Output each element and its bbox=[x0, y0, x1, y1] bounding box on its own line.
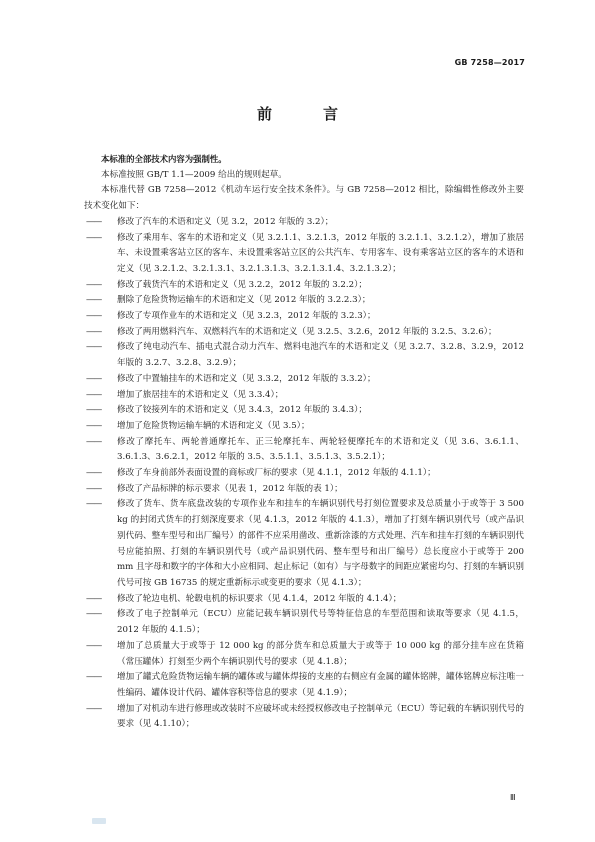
list-item bbox=[84, 482, 524, 498]
list-dash: —— bbox=[86, 468, 102, 479]
list-dash: —— bbox=[86, 342, 102, 353]
list-item bbox=[84, 466, 524, 482]
list-dash: —— bbox=[86, 232, 102, 243]
list-item-text: 修改了载货汽车的术语和定义（见 3.2.2，2012 年版的 3.2.2）； bbox=[117, 279, 367, 290]
list-dash: —— bbox=[86, 593, 102, 604]
list-dash: —— bbox=[86, 216, 102, 227]
list-dash: —— bbox=[86, 483, 102, 494]
list-item bbox=[84, 340, 524, 371]
list-dash: —— bbox=[86, 405, 102, 416]
list-dash: —— bbox=[86, 326, 102, 337]
list-item-text: 修改了铰接列车的术语和定义（见 3.4.3，2012 年版的 3.4.3）； bbox=[117, 405, 367, 416]
list-item-text: 修改了货车、货车底盘改装的专项作业车和挂车的车辆识别代号打刻位置要求及总质量小于或等于 3 500 kg 的封闭式货车的打刻深度要求（见 4.1.3，2012 年版的 4.1.3），增加了打刻车辆识别代号（或产品识别代码、整车型号和出厂编号）的部件不应采用凿改、重新涂漆的方式处理、汽车和挂车打刻的车辆识别代号应能拍照、打刻的车辆识别代号（或产品识别代码、整车型号和出厂编号）总长度应小于或等于 200 mm 且字母和数字的字体和大小应相同、起止标记（如有）与字母数字的间距应紧密均匀、打刻的车辆识别代号可按 GB 16735 的规定重新标示或变更的要求（见 4.1.3）； bbox=[117, 499, 524, 588]
list-item-text: 增加了旅居挂车的术语和定义（见 3.3.4）； bbox=[117, 389, 284, 400]
list-item bbox=[84, 639, 524, 670]
list-item bbox=[84, 419, 524, 435]
list-item bbox=[84, 309, 524, 325]
list-dash: —— bbox=[86, 436, 102, 447]
list-dash: —— bbox=[86, 420, 102, 431]
list-item-text: 修改了两用燃料汽车、双燃料汽车的术语和定义（见 3.2.5、3.2.6，2012 年版的 3.2.5、3.2.6）； bbox=[117, 326, 497, 337]
list-item-text: 修改了电子控制单元（ECU）应能记载车辆识别代号等特征信息的车型范围和读取等要求（见 4.1.5，2012 年版的 4.1.5）； bbox=[117, 609, 524, 636]
list-item bbox=[84, 435, 524, 466]
list-dash: —— bbox=[86, 389, 102, 400]
replacement-paragraph: 本标准代替 GB 7258—2012《机动车运行安全技术条件》。与 GB 7258—2012 相比，除编辑性修改外主要技术变化如下： bbox=[84, 185, 524, 212]
drafting-rule-paragraph: 本标准按照 GB/T 1.1—2009 给出的规则起草。 bbox=[101, 169, 287, 180]
page-title: 前 言 bbox=[256, 105, 356, 123]
list-item bbox=[84, 215, 524, 231]
page-number: Ⅲ bbox=[510, 793, 516, 802]
list-item bbox=[84, 372, 524, 388]
standard-number: GB 7258—2017 bbox=[454, 58, 525, 67]
mandatory-statement: 本标准的全部技术内容为强制性。 bbox=[101, 154, 227, 164]
list-dash: —— bbox=[86, 672, 102, 683]
list-dash: —— bbox=[86, 640, 102, 651]
list-item-text: 修改了专项作业车的术语和定义（见 3.2.3，2012 年版的 3.2.3）； bbox=[117, 311, 376, 322]
list-dash: —— bbox=[86, 609, 102, 620]
list-item bbox=[84, 702, 524, 733]
list-item bbox=[84, 231, 524, 278]
list-dash: —— bbox=[86, 279, 102, 290]
list-item bbox=[84, 403, 524, 419]
list-item-text: 修改了产品标牌的标示要求（见表 1，2012 年版的表 1）； bbox=[117, 483, 343, 494]
list-dash: —— bbox=[86, 295, 102, 306]
list-item bbox=[84, 388, 524, 404]
list-dash: —— bbox=[86, 373, 102, 384]
list-dash: —— bbox=[86, 703, 102, 714]
list-item bbox=[84, 278, 524, 294]
list-item bbox=[84, 325, 524, 341]
list-item-text: 增加了危险货物运输车辆的术语和定义（见 3.5）； bbox=[117, 420, 310, 431]
list-item bbox=[84, 607, 524, 638]
list-item-text: 增加了对机动车进行修理或改装时不应破坏或未经授权修改电子控制单元（ECU）等记载的车辆识别代号的要求（见 4.1.10）； bbox=[117, 703, 524, 730]
corner-watermark-mark bbox=[92, 818, 106, 824]
list-item-text: 增加了总质量大于或等于 12 000 kg 的部分货车和总质量大于或等于 10 000 kg 的部分挂车应在货箱（常压罐体）打刻至少两个车辆识别代号的要求（见 4.1.8）； bbox=[117, 640, 524, 667]
list-item-text: 修改了摩托车、两轮普通摩托车、正三轮摩托车、两轮轻便摩托车的术语和定义（见 3.6、3.6.1.1、3.6.1.3、3.6.2.1，2012 年版的 3.5、3.5.1.1、3.5.1.3、3.5.2.1）； bbox=[117, 436, 524, 463]
list-dash: —— bbox=[86, 311, 102, 322]
list-item bbox=[84, 497, 524, 591]
list-item-text: 修改了车身前部外表面设置的商标或厂标的要求（见 4.1.1，2012 年版的 4.1.1）； bbox=[117, 468, 436, 479]
list-item-text: 修改了中置轴挂车的术语和定义（见 3.3.2，2012 年版的 3.3.2）； bbox=[117, 373, 376, 384]
list-item-text: 增加了罐式危险货物运输车辆的罐体或与罐体焊接的支座的右侧应有金属的罐体铭牌，罐体铭牌应标注唯一性编码、罐体设计代码、罐体容积等信息的要求（见 4.1.9）； bbox=[117, 672, 524, 698]
list-item-text: 修改了轮边电机、轮毂电机的标识要求（见 4.1.4，2012 年版的 4.1.4）； bbox=[117, 593, 402, 604]
list-item-text: 修改了汽车的术语和定义（见 3.2，2012 年版的 3.2）； bbox=[117, 216, 334, 227]
list-item bbox=[84, 592, 524, 608]
document-body bbox=[84, 152, 524, 733]
list-item-text: 修改了乘用车、客车的术语和定义（见 3.2.1.1、3.2.1.3，2012 年版的 3.2.1.1、3.2.1.2），增加了旅居车、未设置乘客站立区的客车、未设置乘客站立区的公共汽车、专用客车、设有乘客站立区的客车的术语和定义（见 3.2.1.2、3.2.1.3.1、3.2.1.3.1.3、3.2.1.3.1.4、3.2.1.3.2）； bbox=[117, 232, 524, 274]
list-item bbox=[84, 670, 524, 701]
list-item-text: 修改了纯电动汽车、插电式混合动力汽车、燃料电池汽车的术语和定义（见 3.2.7、3.2.8、3.2.9，2012 年版的 3.2.7、3.2.8、3.2.9）； bbox=[117, 342, 524, 369]
list-item-text: 删除了危险货物运输车的术语和定义（见 2012 年版的 3.2.2.3）； bbox=[117, 295, 371, 306]
list-dash: —— bbox=[86, 499, 102, 510]
list-item bbox=[84, 293, 524, 309]
